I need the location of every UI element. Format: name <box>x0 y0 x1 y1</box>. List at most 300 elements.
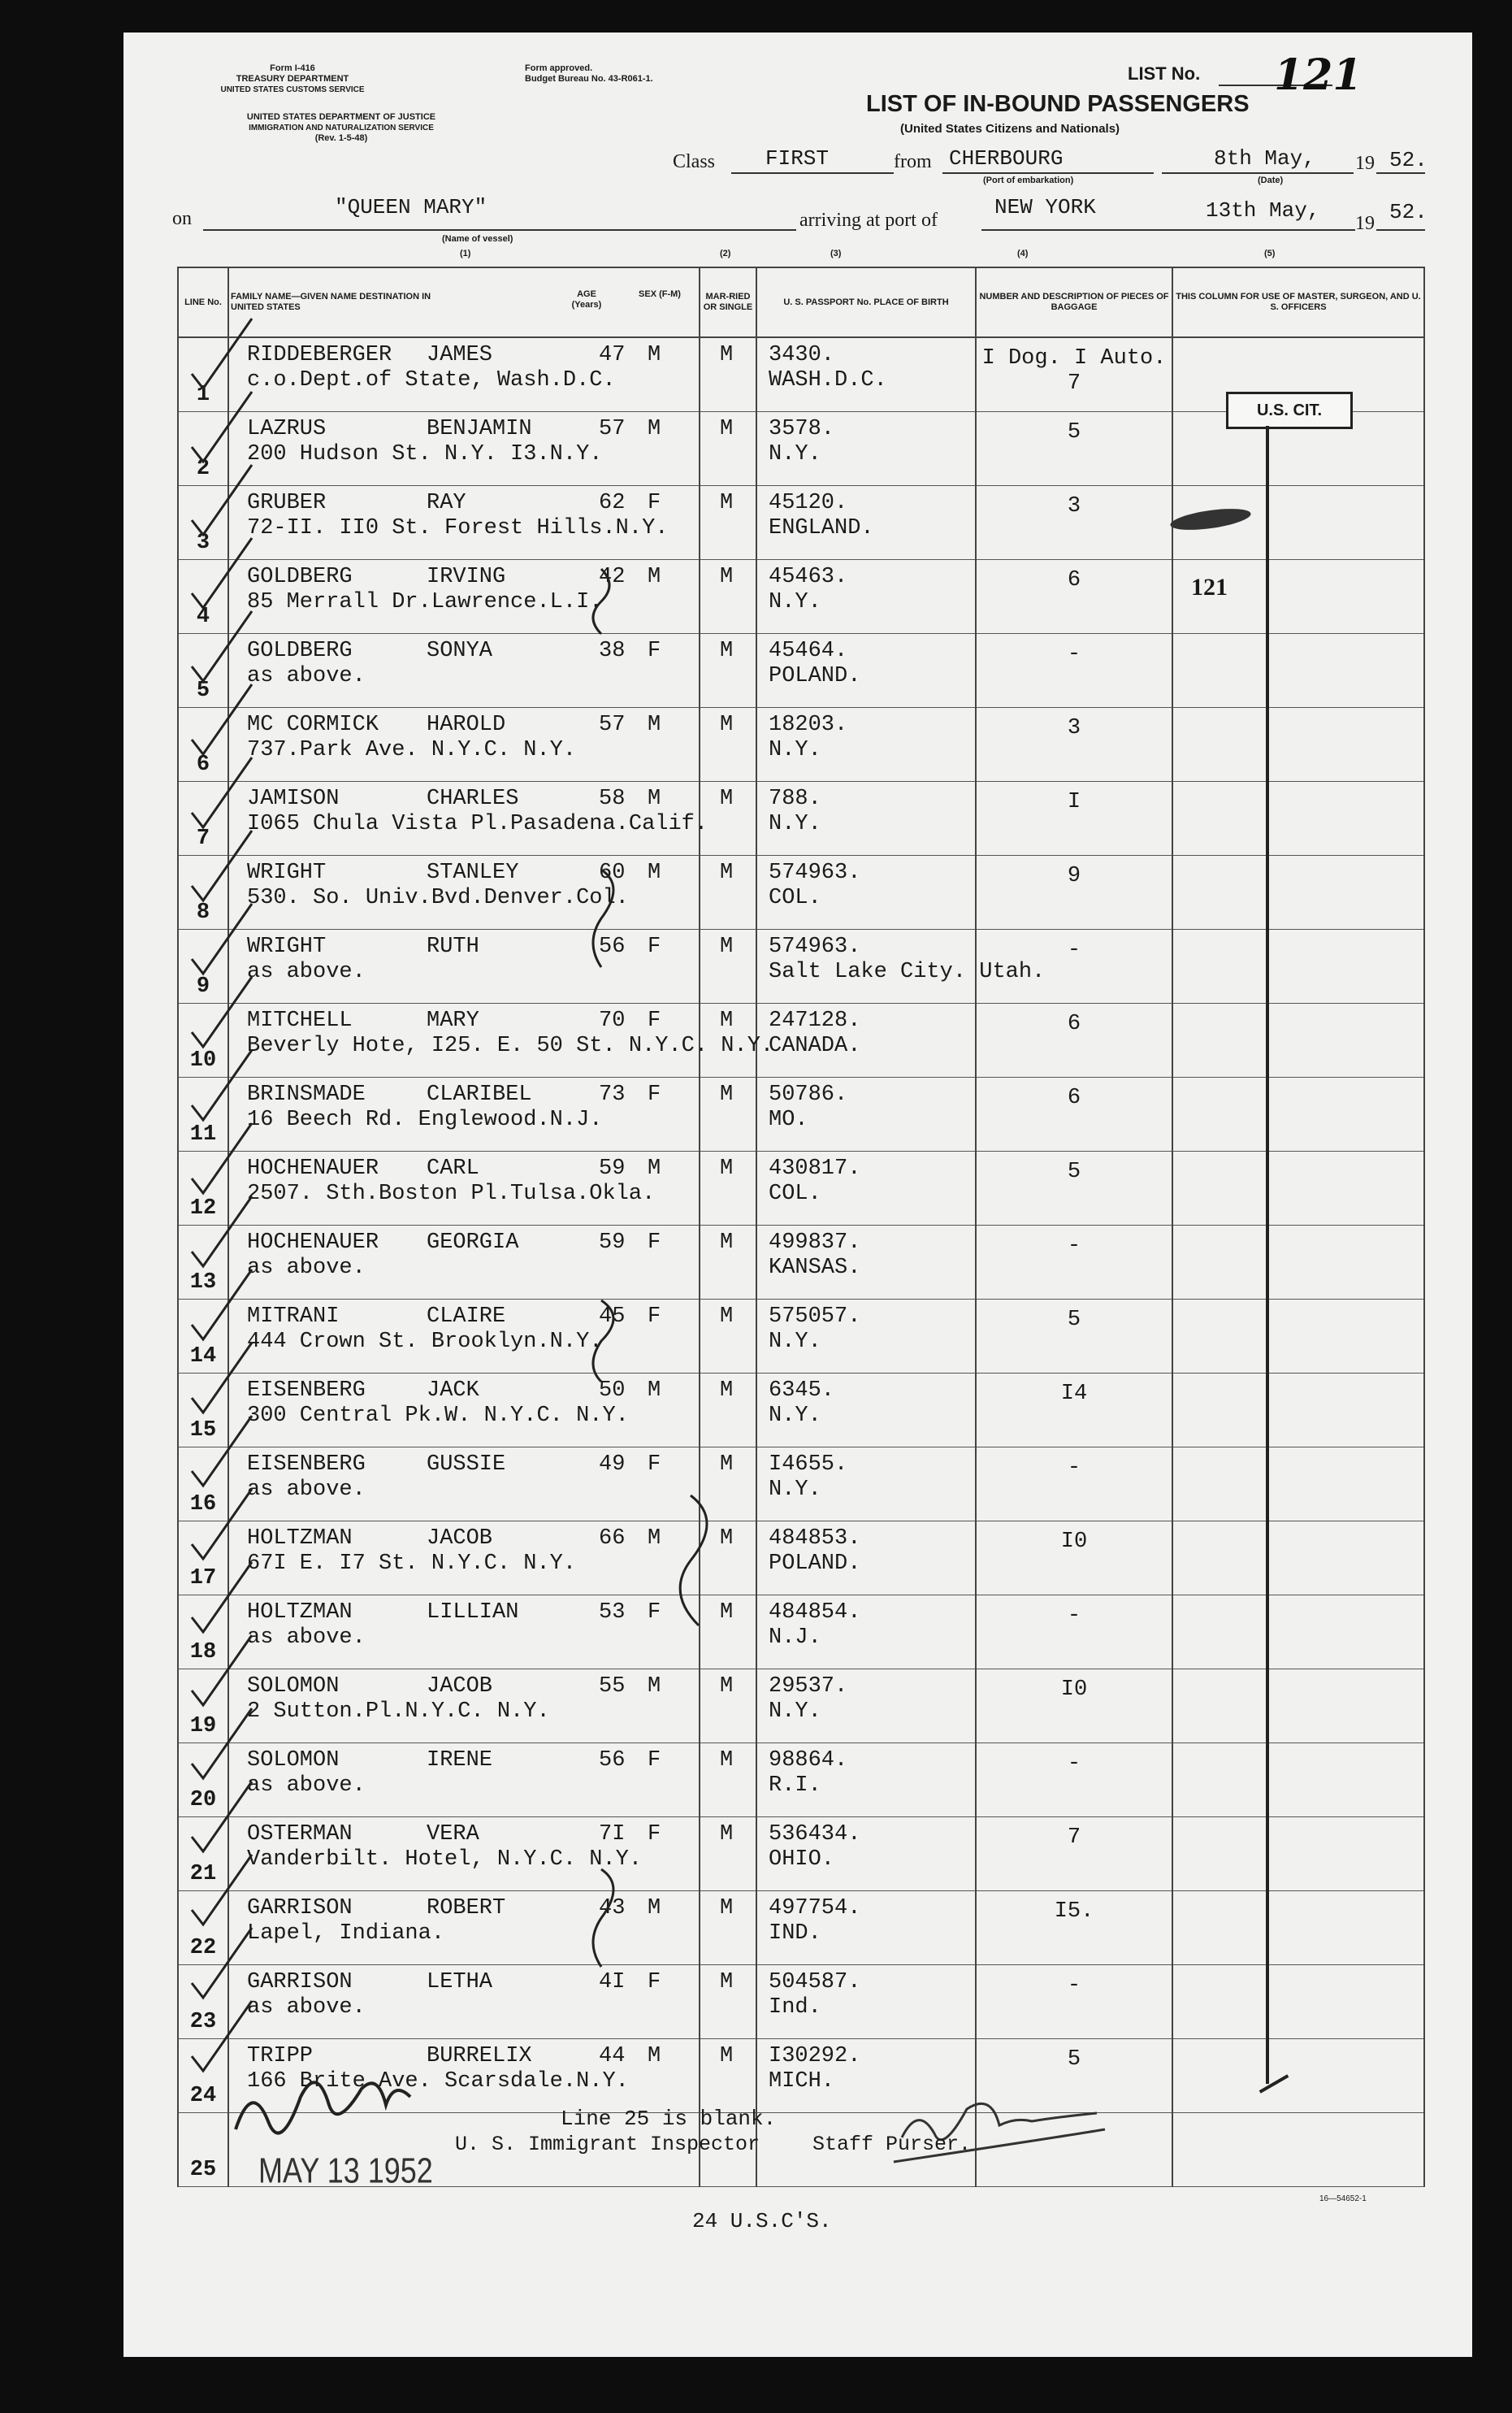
place-of-birth: CANADA. <box>769 1034 861 1058</box>
table-row <box>178 1447 1424 1521</box>
customs-service: UNITED STATES CUSTOMS SERVICE <box>220 85 365 94</box>
officer-cell <box>1172 1226 1424 1300</box>
married-cell <box>700 708 756 782</box>
place-of-birth: KANSAS. <box>769 1256 861 1280</box>
family-name: OSTERMAN <box>247 1822 353 1847</box>
family-name: BRINSMADE <box>247 1083 366 1107</box>
married-cell <box>700 1447 756 1521</box>
name-cell <box>228 2039 700 2113</box>
passport-cell <box>756 486 976 560</box>
place-of-birth: N.Y. <box>769 1699 821 1724</box>
passport-number: 45464. <box>769 639 848 663</box>
married-cell <box>700 1374 756 1447</box>
age: 57 <box>599 417 626 441</box>
sex: M <box>648 343 661 367</box>
baggage-count <box>977 2113 1172 2121</box>
passport-cell <box>756 930 1046 1004</box>
name-cell <box>228 856 700 930</box>
baggage-count: I Dog. I Auto. 7 <box>981 346 1167 396</box>
given-name: LETHA <box>427 1970 493 1994</box>
married-cell <box>700 2039 756 2113</box>
destination-address: as above. <box>247 1256 366 1280</box>
marital-status: M <box>720 639 734 663</box>
doj-line: UNITED STATES DEPARTMENT OF JUSTICE <box>246 112 436 122</box>
revision: (Rev. 1-5-48) <box>314 133 368 143</box>
age: 66 <box>599 1526 626 1551</box>
officer-cell <box>1172 634 1424 708</box>
given-name: BENJAMIN <box>427 417 532 441</box>
officer-cell <box>1172 1300 1424 1374</box>
port-embarkation-caption: (Port of embarkation) <box>983 176 1074 185</box>
sex: F <box>648 639 661 663</box>
destination-address: as above. <box>247 664 366 688</box>
family-name: MITCHELL <box>247 1009 353 1033</box>
passport-number: 484853. <box>769 1526 861 1551</box>
given-name: JAMES <box>427 343 493 367</box>
married-cell <box>700 1300 756 1374</box>
destination-address: 85 Merrall Dr.Lawrence.L.I. <box>247 590 603 614</box>
family-name: SOLOMON <box>247 1748 340 1773</box>
col1-number: (1) <box>460 249 471 258</box>
name-cell <box>228 337 700 412</box>
family-name: SOLOMON <box>247 1674 340 1699</box>
age: 49 <box>599 1452 626 1477</box>
married-cell <box>700 1004 756 1078</box>
line-number: 7 <box>178 782 228 856</box>
age: 60 <box>599 861 626 885</box>
line-number: 19 <box>178 1669 228 1743</box>
family-name: EISENBERG <box>247 1452 366 1477</box>
baggage-cell <box>976 634 1172 708</box>
baggage-count: 7 <box>1067 1825 1081 1850</box>
table-row <box>178 1152 1424 1226</box>
married-cell <box>700 856 756 930</box>
baggage-cell <box>976 1521 1172 1595</box>
passport-number: I30292. <box>769 2044 861 2068</box>
baggage-count: 6 <box>1067 1012 1081 1036</box>
married-cell <box>700 337 756 412</box>
list-number-handwritten: 121 <box>1274 50 1363 100</box>
sex: F <box>648 1748 661 1773</box>
sex: F <box>648 1970 661 1994</box>
table-row <box>178 1669 1424 1743</box>
given-name: CHARLES <box>427 787 519 811</box>
given-name: VERA <box>427 1822 479 1847</box>
form-approval <box>525 63 653 85</box>
col-married: MAR-RIED OR SINGLE <box>700 267 756 337</box>
baggage-cell <box>976 337 1172 412</box>
married-cell <box>700 1078 756 1152</box>
on-label: on <box>172 208 192 229</box>
name-cell <box>228 1669 700 1743</box>
given-name: MARY <box>427 1009 479 1033</box>
year-prefix-1: 19 <box>1355 153 1375 174</box>
family-name: WRIGHT <box>247 861 327 885</box>
baggage-cell <box>976 856 1172 930</box>
given-name: STANLEY <box>427 861 519 885</box>
given-name: JACOB <box>427 1674 493 1699</box>
officer-bracket-line <box>1266 426 1269 2084</box>
passport-cell <box>756 1374 976 1447</box>
footer-note: 24 U.S.C'S. <box>692 2209 832 2233</box>
doj-header <box>171 112 512 144</box>
baggage-cell <box>976 1595 1172 1669</box>
place-of-birth: N.Y. <box>769 590 821 614</box>
name-cell <box>228 560 700 634</box>
destination-address: as above. <box>247 1625 366 1650</box>
family-name: HOLTZMAN <box>247 1600 353 1625</box>
line-number: 4 <box>178 560 228 634</box>
passport-number: 574963. <box>769 861 861 885</box>
baggage-count: 5 <box>1067 420 1081 445</box>
passport-number: 45463. <box>769 565 848 589</box>
marital-status: M <box>720 2044 734 2068</box>
marital-status: M <box>720 1600 734 1625</box>
marital-status: M <box>720 1304 734 1329</box>
married-cell <box>700 1226 756 1300</box>
vessel-caption: (Name of vessel) <box>442 234 513 244</box>
budget-bureau: Budget Bureau No. 43-R061-1. <box>525 74 653 84</box>
given-name: JACOB <box>427 1526 493 1551</box>
given-name: RAY <box>427 491 466 515</box>
married-cell <box>700 412 756 486</box>
destination-address: I065 Chula Vista Pl.Pasadena.Calif. <box>247 812 708 836</box>
baggage-cell <box>976 1152 1172 1226</box>
marital-status: M <box>720 565 734 589</box>
officer-cell <box>1172 1891 1424 1965</box>
baggage-cell <box>976 1743 1172 1817</box>
baggage-count: 6 <box>1067 568 1081 592</box>
destination-address: 530. So. Univ.Bvd.Denver.Col. <box>247 886 629 910</box>
col-passport: U. S. PASSPORT No. PLACE OF BIRTH <box>756 267 976 337</box>
table-row <box>178 1743 1424 1817</box>
passport-cell <box>756 412 976 486</box>
age: 62 <box>599 491 626 515</box>
age: 7I <box>599 1822 626 1847</box>
baggage-count: 5 <box>1067 1308 1081 1332</box>
marital-status: M <box>720 1452 734 1477</box>
married-cell <box>700 930 756 1004</box>
sex: F <box>648 1304 661 1329</box>
name-cell <box>228 412 700 486</box>
family-name: RIDDEBERGER <box>247 343 392 367</box>
age: 73 <box>599 1083 626 1107</box>
officer-cell <box>1172 1152 1424 1226</box>
table-row <box>178 930 1424 1004</box>
passenger-table <box>177 267 1425 2187</box>
col3-number: (3) <box>830 249 842 258</box>
age: 57 <box>599 713 626 737</box>
line-number: 9 <box>178 930 228 1004</box>
place-of-birth: Salt Lake City. Utah. <box>769 960 1046 984</box>
married-cell <box>700 1891 756 1965</box>
marital-status: M <box>720 417 734 441</box>
marital-status: M <box>720 343 734 367</box>
baggage-cell <box>976 1817 1172 1891</box>
passport-cell <box>756 1743 976 1817</box>
baggage-cell <box>976 2039 1172 2113</box>
name-cell <box>228 1891 700 1965</box>
baggage-cell <box>976 1300 1172 1374</box>
col5-number: (5) <box>1264 249 1276 258</box>
sex: M <box>648 1157 661 1181</box>
place-of-birth: MICH. <box>769 2069 835 2094</box>
arrival-port: NEW YORK <box>994 195 1096 219</box>
destination-address: c.o.Dept.of State, Wash.D.C. <box>247 368 616 393</box>
married-cell <box>700 1743 756 1817</box>
age: 47 <box>599 343 626 367</box>
given-name: IRENE <box>427 1748 493 1773</box>
passport-cell <box>756 1300 976 1374</box>
place-of-birth: MO. <box>769 1108 808 1132</box>
officer-cell <box>1172 1078 1424 1152</box>
form-number: Form I-416 <box>270 63 315 73</box>
family-name: WRIGHT <box>247 935 327 959</box>
line-number: 3 <box>178 486 228 560</box>
passport-cell <box>756 1521 976 1595</box>
destination-address: as above. <box>247 1995 366 2020</box>
passport-number: 484854. <box>769 1600 861 1625</box>
marital-status: M <box>720 1748 734 1773</box>
officer-cell <box>1172 1743 1424 1817</box>
line-number: 21 <box>178 1817 228 1891</box>
treasury-dept: TREASURY DEPARTMENT <box>236 74 349 84</box>
given-name: ROBERT <box>427 1896 506 1920</box>
sex: F <box>648 1822 661 1847</box>
table-row <box>178 634 1424 708</box>
arriving-label: arriving at port of <box>799 210 938 231</box>
given-name: SONYA <box>427 639 493 663</box>
sex: M <box>648 1378 661 1403</box>
line-number: 8 <box>178 856 228 930</box>
line-number: 5 <box>178 634 228 708</box>
passport-cell <box>756 1004 976 1078</box>
passport-cell <box>756 708 976 782</box>
marital-status: M <box>720 861 734 885</box>
name-cell <box>228 634 700 708</box>
officer-cell <box>1172 930 1424 1004</box>
family-name: EISENBERG <box>247 1378 366 1403</box>
passport-cell <box>756 337 976 412</box>
table-row <box>178 1595 1424 1669</box>
marital-status: M <box>720 1378 734 1403</box>
given-name: IRVING <box>427 565 506 589</box>
col4-number: (4) <box>1017 249 1029 258</box>
name-cell <box>228 782 708 856</box>
baggage-count: - <box>1067 642 1081 666</box>
age: 56 <box>599 1748 626 1773</box>
table-row <box>178 2039 1424 2113</box>
marital-status: M <box>720 491 734 515</box>
destination-address: Vanderbilt. Hotel, N.Y.C. N.Y. <box>247 1847 643 1872</box>
inspector-label: U. S. Immigrant Inspector <box>455 2133 760 2156</box>
given-name: GUSSIE <box>427 1452 506 1477</box>
passport-number: 6345. <box>769 1378 835 1403</box>
sex: M <box>648 1674 661 1699</box>
passport-number: I4655. <box>769 1452 848 1477</box>
destination-address: 200 Hudson St. N.Y. I3.N.Y. <box>247 442 603 467</box>
given-name: RUTH <box>427 935 479 959</box>
place-of-birth: N.Y. <box>769 738 821 762</box>
sex: F <box>648 1230 661 1255</box>
line-number: 24 <box>178 2039 228 2113</box>
place-of-birth: N.Y. <box>769 1478 821 1502</box>
destination-address: 72-II. II0 St. Forest Hills.N.Y. <box>247 516 669 540</box>
passport-number: 788. <box>769 787 821 811</box>
passport-cell <box>756 782 976 856</box>
married-cell <box>700 1817 756 1891</box>
marital-status: M <box>720 1822 734 1847</box>
class-value: FIRST <box>765 146 830 171</box>
destination-address: 737.Park Ave. N.Y.C. N.Y. <box>247 738 577 762</box>
marital-status: M <box>720 1009 734 1033</box>
passport-cell <box>756 2039 976 2113</box>
sex: M <box>648 1896 661 1920</box>
col-sex-label: SEX (F-M) <box>639 289 681 299</box>
baggage-count: I5. <box>1054 1899 1094 1924</box>
sex: M <box>648 2044 661 2068</box>
line-number: 10 <box>178 1004 228 1078</box>
baggage-count: - <box>1067 1604 1081 1628</box>
date-caption: (Date) <box>1258 176 1284 185</box>
passport-number: 18203. <box>769 713 848 737</box>
family-name: GARRISON <box>247 1970 353 1994</box>
baggage-count: 3 <box>1067 716 1081 740</box>
officer-cell <box>1172 2039 1424 2113</box>
place-of-birth: Ind. <box>769 1995 821 2020</box>
baggage-count: - <box>1067 1751 1081 1776</box>
marital-status: M <box>720 1970 734 1994</box>
baggage-count: 5 <box>1067 1160 1081 1184</box>
family-name: JAMISON <box>247 787 340 811</box>
table-row <box>178 1965 1424 2039</box>
name-cell <box>228 1226 700 1300</box>
sex: F <box>648 1009 661 1033</box>
baggage-cell <box>976 1965 1172 2039</box>
destination-address: Lapel, Indiana. <box>247 1921 445 1946</box>
age: 59 <box>599 1157 626 1181</box>
line25-note: Line 25 is blank. <box>561 2107 777 2131</box>
passport-number: 29537. <box>769 1674 848 1699</box>
age: 38 <box>599 639 626 663</box>
baggage-count: 5 <box>1067 2047 1081 2072</box>
destination-address: 300 Central Pk.W. N.Y.C. N.Y. <box>247 1404 629 1428</box>
table-row <box>178 1226 1424 1300</box>
passport-cell <box>756 634 976 708</box>
col2-number: (2) <box>720 249 731 258</box>
table-row <box>178 1374 1424 1447</box>
table-row <box>178 708 1424 782</box>
age: 56 <box>599 935 626 959</box>
passport-cell <box>756 1226 976 1300</box>
baggage-count: I0 <box>1060 1677 1088 1702</box>
baggage-cell <box>976 1226 1172 1300</box>
age: 44 <box>599 2044 626 2068</box>
table-row <box>178 1004 1424 1078</box>
marital-status: M <box>720 1896 734 1920</box>
officer-cell <box>1172 1817 1424 1891</box>
destination-address: 2507. Sth.Boston Pl.Tulsa.Okla. <box>247 1182 656 1206</box>
baggage-count: - <box>1067 1456 1081 1480</box>
passport-number: 574963. <box>769 935 861 959</box>
place-of-birth: N.J. <box>769 1625 821 1650</box>
officer-cell <box>1172 1447 1424 1521</box>
name-cell <box>228 1521 700 1595</box>
col-line: LINE No. <box>178 267 228 337</box>
marital-status: M <box>720 1157 734 1181</box>
married-cell <box>700 1595 756 1669</box>
baggage-cell <box>976 1669 1172 1743</box>
baggage-count: I4 <box>1060 1382 1088 1406</box>
passport-cell <box>756 856 976 930</box>
passport-number: 504587. <box>769 1970 861 1994</box>
married-cell <box>700 486 756 560</box>
age: 42 <box>599 565 626 589</box>
married-cell <box>700 782 756 856</box>
officer-entry-number: 121 <box>1191 574 1228 601</box>
col-name <box>228 267 700 337</box>
line-number: 25 <box>178 2113 228 2187</box>
given-name: LILLIAN <box>427 1600 519 1625</box>
passport-cell <box>756 1595 976 1669</box>
passport-number: 45120. <box>769 491 848 515</box>
name-cell <box>228 1447 700 1521</box>
sex: F <box>648 491 661 515</box>
passport-number: 430817. <box>769 1157 861 1181</box>
sex: M <box>648 713 661 737</box>
table-row <box>178 856 1424 930</box>
marital-status: M <box>720 1230 734 1255</box>
baggage-count: - <box>1067 1973 1081 1998</box>
us-citizen-stamp: U.S. CIT. <box>1226 392 1353 429</box>
form-code: 16—54652-1 <box>1319 2194 1367 2203</box>
family-name: HOCHENAUER <box>247 1157 379 1181</box>
marital-status: M <box>720 787 734 811</box>
arrival-date: 13th May, <box>1206 198 1320 223</box>
line-number: 13 <box>178 1226 228 1300</box>
destination-address: 166 Brite Ave. Scarsdale.N.Y. <box>247 2069 629 2094</box>
name-cell <box>228 1595 700 1669</box>
age: 43 <box>599 1896 626 1920</box>
place-of-birth: POLAND. <box>769 664 861 688</box>
name-cell <box>228 1965 700 2039</box>
arrival-year: 52. <box>1389 200 1428 224</box>
line-number: 14 <box>178 1300 228 1374</box>
family-name: MC CORMICK <box>247 713 379 737</box>
family-name: TRIPP <box>247 2044 314 2068</box>
officer-cell <box>1172 1374 1424 1447</box>
given-name: CLARIBEL <box>427 1083 532 1107</box>
col-officers: THIS COLUMN FOR USE OF MASTER, SURGEON, AND U. S. OFFICERS <box>1172 267 1424 337</box>
passport-cell <box>756 560 976 634</box>
table-row <box>178 1078 1424 1152</box>
married-cell <box>700 560 756 634</box>
passport-number: 247128. <box>769 1009 861 1033</box>
destination-address: as above. <box>247 960 366 984</box>
line-number: 15 <box>178 1374 228 1447</box>
passport-number: 3578. <box>769 417 835 441</box>
passport-number: 575057. <box>769 1304 861 1329</box>
married-cell <box>700 1669 756 1743</box>
destination-address: 2 Sutton.Pl.N.Y.C. N.Y. <box>247 1699 550 1724</box>
purser-label: Staff Purser. <box>812 2133 972 2156</box>
sex: M <box>648 861 661 885</box>
table-row <box>178 1300 1424 1374</box>
given-name: GEORGIA <box>427 1230 519 1255</box>
passport-number: 499837. <box>769 1230 861 1255</box>
age: 45 <box>599 1304 626 1329</box>
passport-number: 98864. <box>769 1748 848 1773</box>
